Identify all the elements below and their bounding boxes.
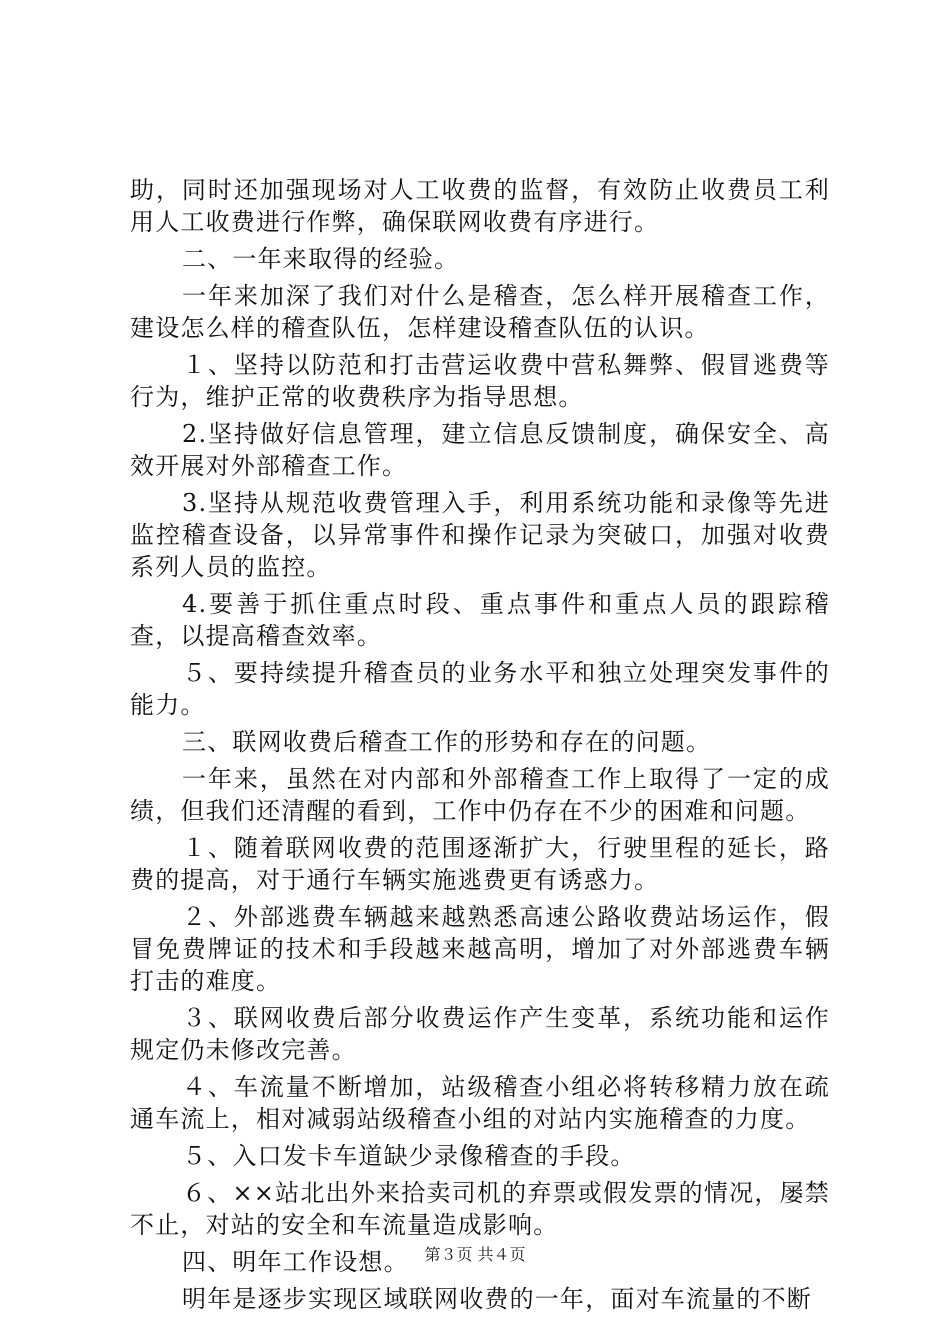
paragraph: 一年来加深了我们对什么是稽查，怎么样开展稽查工作，建设怎么样的稽查队伍，怎样建设稽查队伍的认识。 bbox=[130, 282, 830, 342]
list-item: １、坚持以防范和打击营运收费中营私舞弊、假冒逃费等行为，维护正常的收费秩序为指导思想。 bbox=[130, 351, 830, 411]
list-item: ２、外部逃费车辆越来越熟悉高速公路收费站场运作，假冒免费牌证的技术和手段越来越高明，增加了对外部逃费车辆打击的难度。 bbox=[130, 903, 830, 995]
section-heading-experience: 二、一年来取得的经验。 bbox=[182, 245, 460, 273]
list-item: １、随着联网收费的范围逐渐扩大，行驶里程的延长，路费的提高，对于通行车辆实施逃费更有诱惑力。 bbox=[130, 834, 830, 894]
list-item: 4.要善于抓住重点时段、重点事件和重点人员的跟踪稽查，以提高稽查效率。 bbox=[130, 590, 830, 650]
list-item: ４、车流量不断增加，站级稽查小组必将转移精力放在疏通车流上，相对减弱站级稽查小组的对站内实施稽查的力度。 bbox=[130, 1073, 830, 1133]
list-item: ３、联网收费后部分收费运作产生变革，系统功能和运作规定仍未修改完善。 bbox=[130, 1004, 830, 1064]
list-item: ５、入口发卡车道缺少录像稽查的手段。 bbox=[182, 1142, 636, 1170]
paragraph: 明年是逐步实现区域联网收费的一年，面对车流量的不断 bbox=[182, 1285, 812, 1313]
paragraph-continuation: 助，同时还加强现场对人工收费的监督，有效防止收费员工利用人工收费进行作弊，确保联网收费有序进行。 bbox=[130, 176, 830, 236]
section-heading-problems: 三、联网收费后稽查工作的形势和存在的问题。 bbox=[182, 728, 712, 756]
page-number-footer: 第３页 共４页 bbox=[424, 1245, 526, 1264]
list-item: ６、××站北出外来拾卖司机的弃票或假发票的情况，屡禁不止，对站的安全和车流量造成影响。 bbox=[130, 1179, 830, 1239]
list-item: 3.坚持从规范收费管理入手，利用系统功能和录像等先进监控稽查设备，以异常事件和操作记录为突破口，加强对收费系列人员的监控。 bbox=[130, 489, 830, 581]
section-heading-plan: 四、明年工作设想。 bbox=[182, 1248, 409, 1276]
list-item: 2.坚持做好信息管理，建立信息反馈制度，确保安全、高效开展对外部稽查工作。 bbox=[130, 420, 830, 480]
paragraph: 一年来，虽然在对内部和外部稽查工作上取得了一定的成绩，但我们还清醒的看到，工作中仍存在不少的困难和问题。 bbox=[130, 765, 830, 825]
list-item: ５、要持续提升稽查员的业务水平和独立处理突发事件的能力。 bbox=[130, 659, 830, 719]
document-body bbox=[130, 174, 830, 1315]
